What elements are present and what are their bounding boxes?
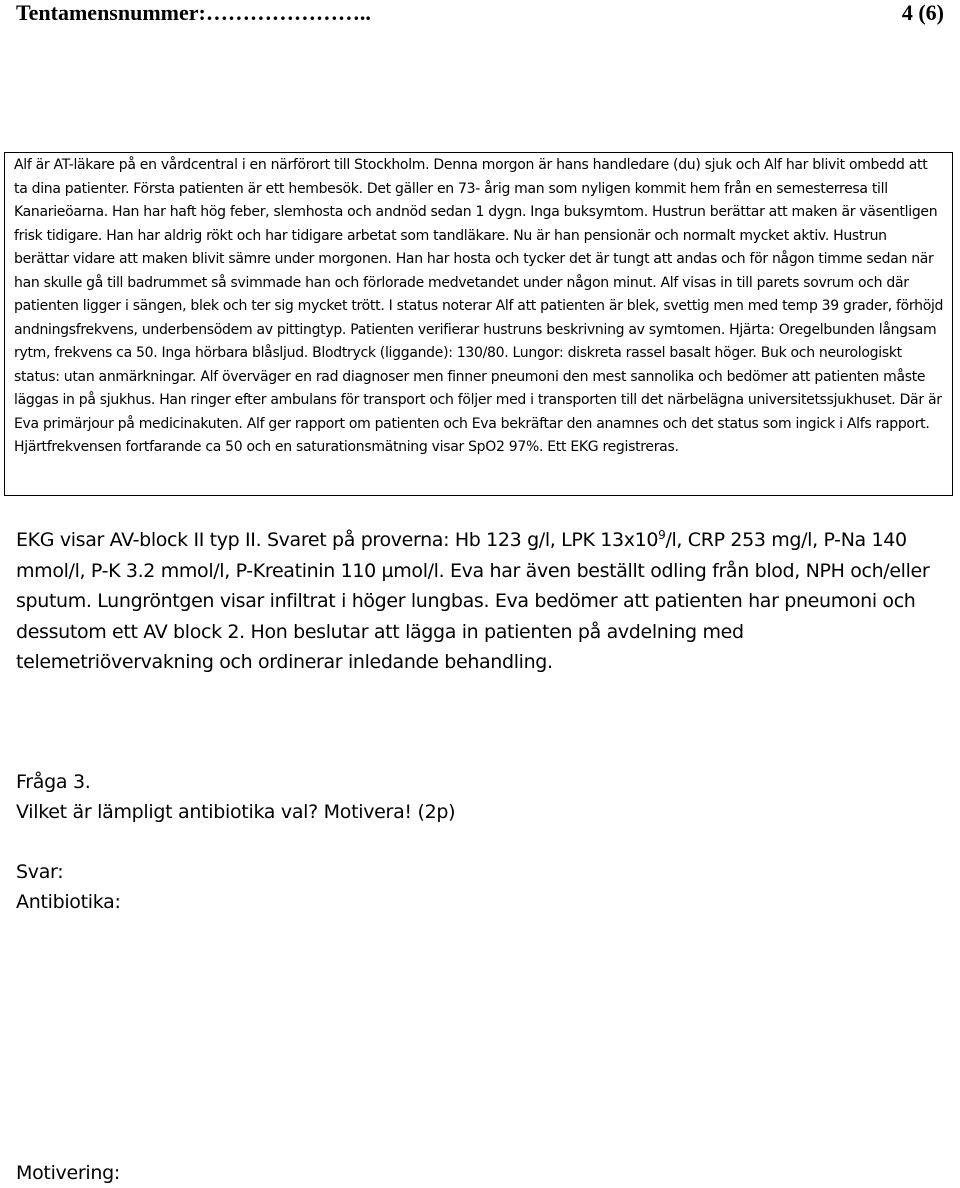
page-header: [16, 0, 944, 36]
motivering-block: [16, 1158, 120, 1188]
ekg-results-paragraph: [16, 525, 946, 678]
page-number: 4 (6): [901, 0, 944, 25]
question-text: Vilket är lämpligt antibiotika val? Motivera! (2p): [16, 801, 456, 823]
svar-label: Svar:: [16, 861, 64, 883]
ekg-text-part-2: /l, CRP 253 mg/l, P-Na 140 mmol/l, P-K 3.2 mmol/l, P-Kreatinin 110 µmol/l. Eva har även beställt odling från blod, NPH och/eller sputum. Lungröntgen visar infiltrat i höger lungbas. Eva bedömer att patienten har pneumoni och dessutom ett AV block 2. Hon beslutar att lägga in patienten på avdelning med telemetriövervakning och ordinerar inledande behandling.: [16, 529, 930, 673]
ekg-results-text: [16, 525, 946, 678]
ekg-text-part-1: EKG visar AV-block II typ II. Svaret på proverna: Hb 123 g/l, LPK 13x10: [16, 529, 659, 551]
case-description-box: [4, 152, 953, 496]
case-description-text: Alf är AT-läkare på en vårdcentral i en närförort till Stockholm. Denna morgon är hans handledare (du) sjuk och Alf har blivit ombedd att ta dina patienter. Första patienten är ett hembesök. Det gäller en 73- årig man som nyligen kommit hem från en semesterresa till Kanarieöarna. Han har haft hög feber, slemhosta och andnöd sedan 1 dygn. Inga buksymtom. Hustrun berättar att maken är väsentligen frisk tidigare. Han har aldrig rökt och har tidigare arbetat som tandläkare. Nu är han pensionär och normalt mycket aktiv. Hustrun berättar vidare att maken blivit sämre under morgonen. Han har hosta och tycker det är tungt att andas och för någon timme sedan när han skulle gå till badrummet så svimmade han och förlorade medvetandet under någon minut. Alf visas in till parets sovrum och där patienten ligger i sängen, blek och ter sig mycket trött. I status noterar Alf att patienten är blek, svettig men med temp 39 grader, förhöjd andningsfrekvens, underbensödem av pittingtyp. Patienten verifierar hustruns beskrivning av symtomen. Hjärta: Oregelbunden långsam rytm, frekvens ca 50. Inga hörbara blåsljud. Blodtryck (liggande): 130/80. Lungor: diskreta rassel basalt höger. Buk och neurologiskt status: utan anmärkningar. Alf överväger en rad diagnoser men finner pneumoni den mest sannolika och bedömer att patienten måste läggas in på sjukhus. Han ringer efter ambulans för transport och följer med i transporten till det närbelägna universitetssjukhuset. Där är Eva primärjour på medicinakuten. Alf ger rapport om patienten och Eva bekräftar den anamnes och det status som ingick i Alfs rapport. Hjärtfrekvensen fortfarande ca 50 och en saturationsmätning visar SpO2 97%. Ett EKG registreras.: [14, 157, 944, 455]
exam-number-label: Tentamensnummer:…………………..: [16, 0, 371, 25]
question-number: Fråga 3.: [16, 771, 91, 793]
antibiotika-label: Antibiotika:: [16, 891, 121, 913]
question-block: [16, 767, 455, 827]
motivering-label: Motivering:: [16, 1162, 120, 1184]
exponent-superscript: 9: [658, 528, 666, 542]
answer-block: [16, 857, 121, 917]
